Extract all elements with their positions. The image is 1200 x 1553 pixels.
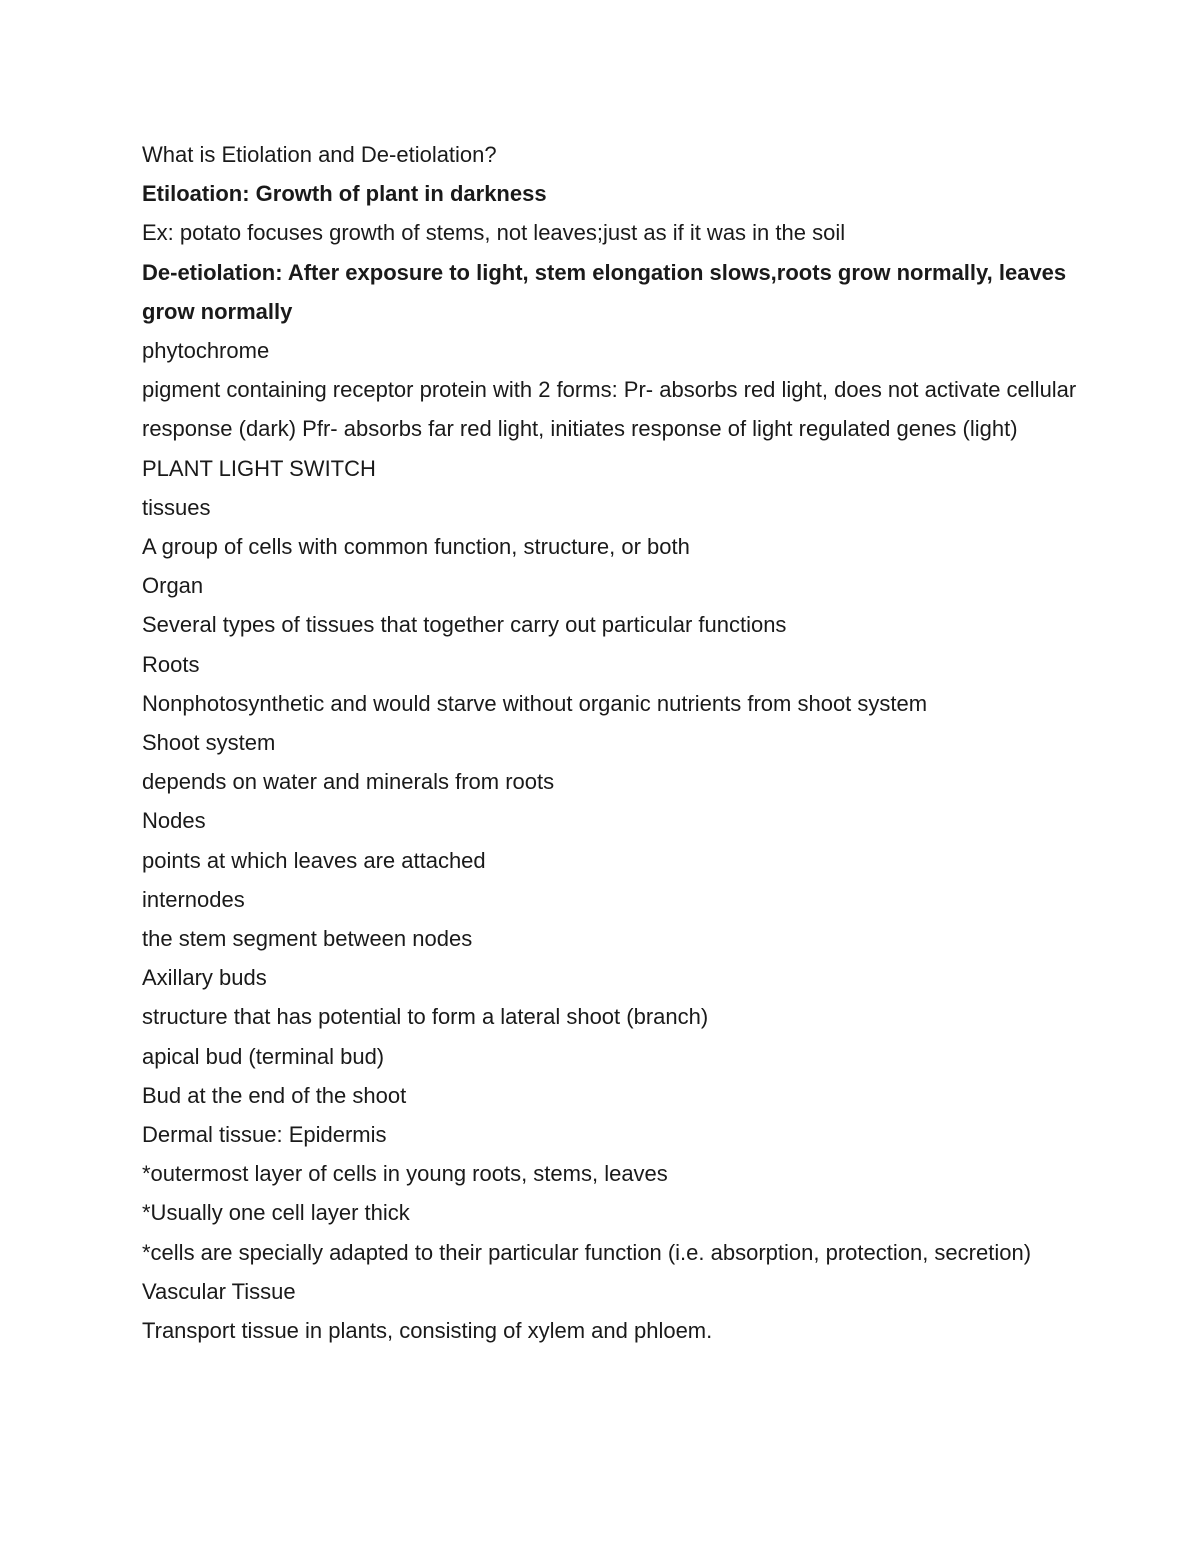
dermal-note-outermost: *outermost layer of cells in young roots, stems, leaves bbox=[142, 1161, 668, 1187]
term-tissues: tissues bbox=[142, 494, 211, 520]
term-vascular-tissue: Vascular Tissue bbox=[142, 1278, 296, 1304]
term-internodes: internodes bbox=[142, 886, 245, 912]
definition-apical-bud: Bud at the end of the shoot bbox=[142, 1082, 407, 1108]
definition-axillary-buds: structure that has potential to form a lateral shoot (branch) bbox=[142, 1004, 709, 1030]
term-nodes: Nodes bbox=[142, 808, 206, 834]
definition-roots: Nonphotosynthetic and would starve without organic nutrients from shoot system bbox=[142, 690, 928, 716]
definition-internodes: the stem segment between nodes bbox=[142, 926, 473, 952]
dermal-note-thickness: *Usually one cell layer thick bbox=[142, 1200, 410, 1226]
term-dermal-tissue: Dermal tissue: Epidermis bbox=[142, 1122, 387, 1148]
etiolation-definition: Etiloation: Growth of plant in darkness bbox=[142, 181, 547, 207]
definition-tissues: A group of cells with common function, structure, or both bbox=[142, 534, 690, 560]
term-axillary-buds: Axillary buds bbox=[142, 965, 267, 991]
question-title: What is Etiolation and De-etiolation? bbox=[142, 142, 497, 167]
document-body bbox=[142, 135, 1082, 1350]
definition-vascular-tissue: Transport tissue in plants, consisting of xylem and phloem. bbox=[142, 1318, 713, 1344]
definition-organ: Several types of tissues that together carry out particular functions bbox=[142, 612, 787, 638]
etiolation-example: Ex: potato focuses growth of stems, not leaves;just as if it was in the soil bbox=[142, 220, 846, 246]
term-organ: Organ bbox=[142, 573, 204, 599]
definition-nodes: points at which leaves are attached bbox=[142, 847, 486, 873]
term-phytochrome: phytochrome bbox=[142, 338, 270, 364]
term-apical-bud: apical bud (terminal bud) bbox=[142, 1043, 385, 1069]
definition-phytochrome: pigment containing receptor protein with 2 forms: Pr- absorbs red light, does not activate cellular response (dark) Pfr- absorbs far red light, initiates response of light regulated genes (light) PLANT LIGHT SWITCH bbox=[142, 377, 1077, 481]
definition-shoot-system: depends on water and minerals from roots bbox=[142, 769, 555, 795]
term-shoot-system: Shoot system bbox=[142, 730, 276, 756]
dermal-note-adaptation: *cells are specially adapted to their particular function (i.e. absorption, protection, secretion) bbox=[142, 1239, 1032, 1265]
de-etiolation-definition: De-etiolation: After exposure to light, stem elongation slows,roots grow normally, leaves grow normally bbox=[142, 259, 1067, 324]
term-roots: Roots bbox=[142, 651, 200, 677]
